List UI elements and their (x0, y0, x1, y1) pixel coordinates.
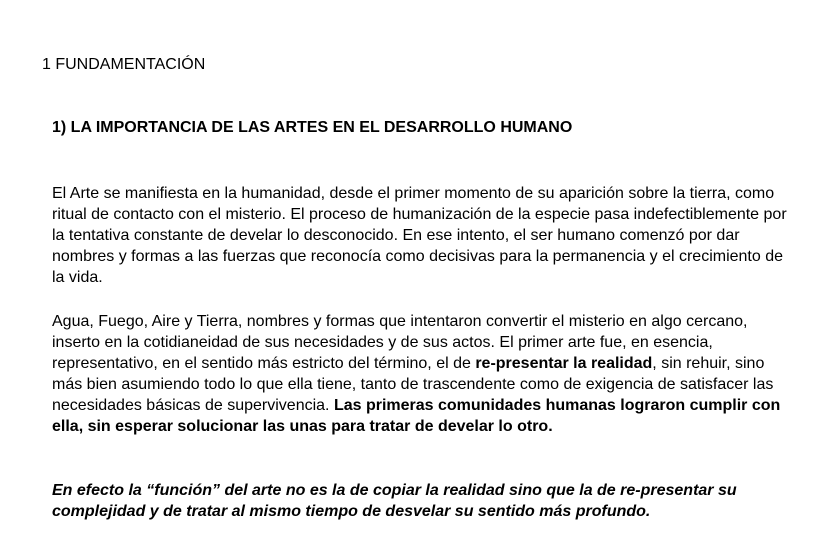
subheading: 1) LA IMPORTANCIA DE LAS ARTES EN EL DESARROLLO HUMANO (52, 119, 573, 136)
paragraph-2-text-2: , sin rehuir, sino más bien asumiendo todo lo que ella tiene, tanto de trascendente como de exigencia de satisfacer las necesidades básicas de supervivencia. (52, 355, 774, 414)
paragraph-2 (52, 311, 797, 437)
section-heading: 1 FUNDAMENTACIÓN (42, 56, 206, 73)
paragraph-2-bold-1: re-presentar la realidad (475, 355, 653, 372)
paragraph-3: En efecto la “función” del arte no es la de copiar la realidad sino que la de re-presentar su complejidad y de tratar al mismo tiempo de desvelar su sentido más profundo. (52, 482, 737, 520)
paragraph-2-bold-2: Las primeras comunidades humanas lograron cumplir con ella, sin esperar solucionar las unas para tratar de develar lo otro. (52, 397, 781, 435)
paragraph-1: El Arte se manifiesta en la humanidad, desde el primer momento de su aparición sobre la tierra, como ritual de contacto con el misterio. El proceso de humanización de la especie pasa indefectiblemente por la tentativa constante de develar lo desconocido. En ese intento, el ser humano comenzó por dar nombres y formas a las fuerzas que reconocía como decisivas para la permanencia y el crecimiento de la vida. (52, 185, 787, 286)
paragraph-2-text-1: Agua, Fuego, Aire y Tierra, nombres y formas que intentaron convertir el misterio en algo cercano, inserto en la cotidianeidad de sus necesidades y de sus actos. El primer arte fue, en esencia, representativo, en el sentido más estricto del término, el de (52, 313, 748, 372)
